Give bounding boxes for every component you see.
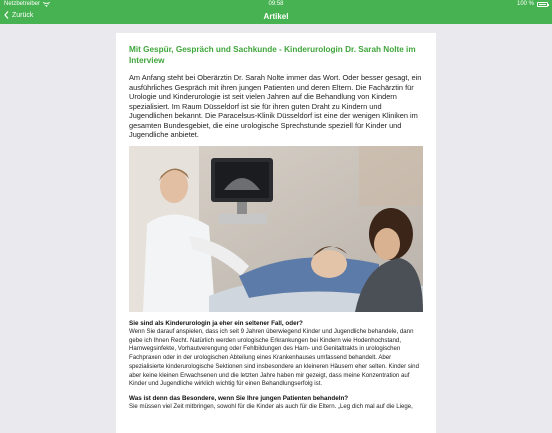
article-intro: Am Anfang steht bei Oberärztin Dr. Sarah Nolte immer das Wort. Oder besser gesagt, ein ausführliches Gespräch mit ihren jungen Patienten und deren Eltern. Die Fachärztin für Urologie und Kinderurologie ist seit vielen Jahren auf die Behandlung von Kindern spezialisiert. Im Raum Düsseldorf ist sie für ihren guten Draht zu Kindern und Jugendlichen bekannt. Die Paracelsus-Klinik Düsseldorf ist eine der wenigen Kliniken im gesamten Bundesgebiet, die eine urologische Sprechstunde speziell für Kinder und Jugendliche anbietet. (129, 73, 422, 139)
article-photo (129, 146, 423, 312)
article-card[interactable] (116, 33, 436, 433)
article-title: Mit Gespür, Gespräch und Sachkunde - Kinderurologin Dr. Sarah Nolte im Interview (129, 45, 416, 65)
status-time: 09:58 (268, 1, 284, 7)
battery-percent: 100 % (516, 1, 534, 7)
answer-2: Sie müssen viel Zeit mitbringen, sowohl für die Kinder als auch für die Eltern. „Leg dich mal auf die Liege, (129, 403, 413, 411)
battery-icon (537, 2, 548, 7)
chevron-left-icon (4, 11, 9, 19)
back-label: Zurück (12, 11, 34, 19)
page-title: Artikel (263, 12, 289, 21)
status-bar (0, 0, 552, 9)
question-1: Sie sind als Kinderurologin ja eher ein seltener Fall, oder? (129, 319, 303, 327)
back-button[interactable] (4, 11, 33, 19)
answer-1: Wenn Sie darauf anspielen, dass ich seit 9 Jahren überwiegend Kinder und Jugendliche behandele, dann gebe ich Ihnen Recht. Natürlich werden urologische Erkrankungen bei Kindern wie Hodenhochstand, Harnwegsinfekte, Vorhautverengung oder Fehlbildungen des Harn- und Genitaltrakts in urologischen Fachpraxen oder in der urologischen Abteilung eines Krankenhauses umfassend behandelt. Aber spezialisierte kinderurologische Sektionen sind insbesondere an kleineren Häusern eher selten. Kinder sind aber keine kleinen Erwachsenen und die letzten Jahre haben mir gezeigt, dass meine Konzentration auf Kinder und Jugendliche wirklich wichtig für einen Behandlungserfolg ist. (129, 328, 419, 388)
question-2: Was ist denn das Besondere, wenn Sie Ihre jungen Patienten behandeln? (129, 394, 349, 402)
navigation-bar (0, 9, 552, 24)
battery-indicator (517, 1, 548, 7)
carrier-label: Netzbetreiber (4, 1, 41, 7)
